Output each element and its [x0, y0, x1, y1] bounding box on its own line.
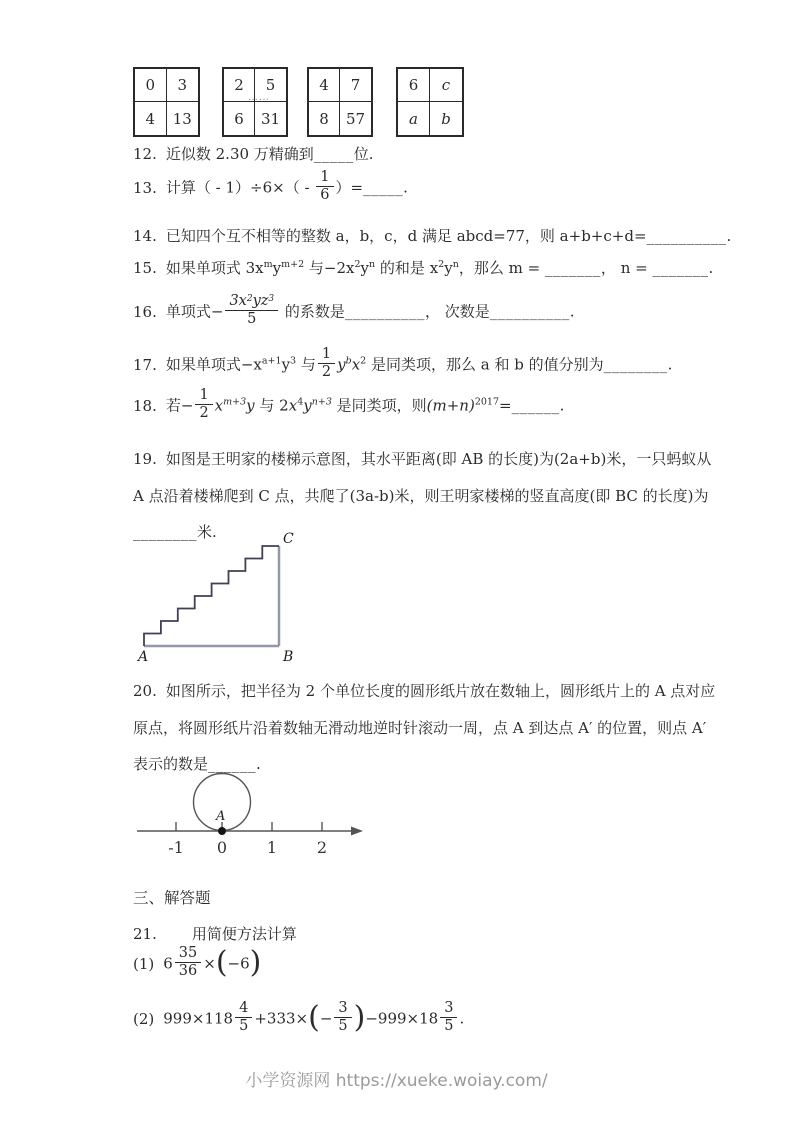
text-run: A 点沿着楼梯爬到 C 点，共爬了(3a-b)米，则王明家楼梯的竖直高度(即 BC 的长度)为: [133, 486, 709, 505]
grid-cell: 6: [398, 69, 430, 102]
text-run: x: [288, 396, 298, 415]
text-line: [133, 478, 711, 515]
text-run: y: [303, 396, 312, 415]
text-run: 与: [296, 355, 316, 374]
question-16: [133, 293, 575, 329]
question-21-part-2: [133, 999, 465, 1036]
text-run: y: [272, 259, 282, 277]
text-run: y: [444, 259, 453, 277]
grid-cell: 3: [167, 69, 199, 102]
question-21: [133, 923, 297, 944]
text-run: .: [708, 259, 714, 277]
superscript: 2: [354, 259, 361, 270]
superscript: 4: [297, 396, 304, 408]
text-run: .: [569, 302, 575, 321]
text-run: 是同类项，则: [331, 396, 427, 415]
text-run: 6: [163, 954, 173, 973]
fraction-numerator: 4: [235, 1001, 252, 1018]
fraction-numerator: 3: [440, 1001, 457, 1018]
fraction-denominator: 2: [199, 405, 209, 422]
question-number: 12.: [133, 145, 157, 163]
question-number: 19.: [133, 450, 157, 468]
blank-line: _____: [363, 178, 404, 197]
blank-line: ______: [511, 396, 560, 415]
grid-cell: 6: [224, 102, 255, 135]
superscript: b: [345, 355, 352, 367]
text-run: 的和是 x: [375, 259, 439, 277]
text-run: 的系数是: [280, 302, 345, 321]
text-run: 如果单项式 3x: [165, 259, 264, 277]
fraction: [318, 347, 335, 380]
fraction-denominator: 2: [321, 364, 332, 381]
grid-cell: b: [441, 109, 451, 128]
fraction: [195, 388, 212, 421]
text-run: y: [360, 259, 370, 277]
question-18: [133, 387, 565, 423]
question-number: 17.: [133, 355, 157, 374]
section-title: 三、解答题: [133, 889, 211, 907]
text-run: −: [319, 1009, 333, 1028]
question-13: [133, 169, 408, 205]
right-parenthesis: ): [353, 999, 366, 1035]
fraction: [225, 294, 278, 327]
text-line: [133, 710, 715, 747]
grid-cell: 4: [135, 102, 167, 135]
text-run: 3x: [229, 293, 247, 309]
site-footer: [0, 1066, 793, 1091]
tick-label: -1: [168, 838, 184, 857]
fraction: [440, 1001, 457, 1034]
text-run: yz: [252, 293, 269, 309]
point-label-A: A: [216, 809, 226, 824]
text-run: .: [256, 755, 261, 774]
grid-cell: c: [430, 69, 462, 102]
text-run: 原点，将圆形纸片沿着数轴无滑动地逆时针滚动一周，点 A 到达点 A′ 的位置，则点 A′: [133, 718, 707, 737]
text-run: 如图所示，把半径为 2 个单位长度的圆形纸片放在数轴上，圆形纸片上的 A 点对应: [165, 682, 716, 700]
staircase-figure: [136, 530, 301, 670]
left-parenthesis: (: [215, 944, 228, 980]
fraction-denominator: 36: [178, 963, 198, 980]
scan-artifact-dots: ……: [248, 92, 270, 103]
number-line-figure: [125, 760, 375, 860]
superscript: 3: [290, 355, 297, 367]
point-label-B: B: [283, 649, 294, 665]
text-run: y: [246, 396, 255, 415]
grid-cell: 57: [345, 109, 366, 128]
superscript: a+1: [261, 355, 282, 367]
text-run: y: [281, 355, 291, 374]
blank-line: _______: [544, 259, 601, 277]
blank-line: __________: [489, 302, 570, 321]
superscript: 2: [438, 259, 445, 270]
text-run: (m+n): [426, 396, 475, 415]
text-run: 与 2: [254, 396, 289, 415]
text-run: y: [337, 355, 346, 374]
text-run: 如果单项式−x: [165, 355, 262, 374]
text-run: −999×18: [365, 1009, 439, 1028]
text-line: [133, 441, 711, 478]
superscript: 3: [268, 294, 275, 304]
text-run: ×: [203, 954, 216, 973]
grid-cell: 5: [255, 69, 286, 102]
fraction: [316, 170, 333, 203]
text-run: ，那么 m =: [458, 259, 545, 277]
blank-line: __________: [646, 227, 727, 245]
staircase-steps-path: [144, 546, 279, 646]
question-21-part-1: [133, 944, 262, 981]
tick-label: 0: [216, 838, 228, 857]
blank-line: _____: [313, 145, 354, 163]
question-number: 13.: [133, 178, 157, 197]
text-run: 999×118: [163, 1009, 234, 1028]
fraction: [175, 946, 201, 979]
number-grid-4: [396, 67, 464, 137]
text-run: ）=: [335, 178, 364, 197]
tick-label: 1: [266, 838, 278, 857]
question-title: 用简便方法计算: [191, 925, 297, 943]
grid-cell: 8: [309, 102, 340, 135]
text-run: .: [559, 396, 565, 415]
text-run: 近似数 2.30 万精确到: [165, 145, 314, 163]
text-run: 表示的数是: [133, 755, 209, 774]
point-label-A: A: [138, 649, 149, 665]
text-run: −6: [227, 954, 250, 973]
part-label: (2): [133, 1009, 155, 1028]
grid-cell: 13: [172, 109, 192, 128]
question-number: 15.: [133, 259, 157, 277]
blank-line: _______: [652, 259, 709, 277]
text-run: x: [214, 396, 224, 415]
superscript: m: [263, 259, 273, 270]
grid-cell: a: [398, 102, 430, 135]
question-number: 14.: [133, 227, 157, 245]
left-parenthesis: (: [308, 999, 320, 1035]
number-grid-1: [133, 67, 200, 137]
superscript: 2: [360, 355, 367, 367]
text-run: .: [459, 1009, 465, 1028]
fraction-numerator: 35: [175, 946, 201, 963]
text-run: 单项式−: [165, 302, 224, 321]
grid-cell: 2: [224, 69, 255, 102]
fraction-denominator: 5: [239, 1018, 249, 1035]
footer-link: 小学资源网 https://xueke.woiay.com/: [245, 1071, 548, 1091]
text-run: +333×: [254, 1009, 309, 1028]
number-grid-3: [307, 67, 373, 137]
section-3-heading: [133, 886, 211, 908]
fraction-denominator: 6: [320, 187, 330, 204]
text-run: 如图是王明家的楼梯示意图，其水平距离(即 AB 的长度)为(2a+b)米，一只蚂蚁从: [165, 450, 712, 468]
text-run: 已知四个互不相等的整数 a，b，c，d 满足 abcd=77，则 a+b+c+d=: [165, 227, 647, 245]
text-run: .: [726, 227, 732, 245]
text-run: x: [351, 355, 361, 374]
text-run: 是同类项，那么 a 和 b 的值分别为: [366, 355, 604, 374]
blank-line: __________: [344, 302, 425, 321]
right-parenthesis: ): [249, 944, 262, 980]
superscript: n+3: [311, 396, 332, 408]
fraction: [235, 1001, 252, 1034]
question-14: [133, 225, 731, 246]
blank-line: ________: [603, 355, 668, 374]
grid-cell: 4: [309, 69, 340, 102]
text-run: 计算（ - 1）÷6×（ -: [165, 178, 315, 197]
blank-line: ______: [208, 755, 257, 774]
grid-cell: 0: [135, 69, 167, 102]
fraction: [334, 1001, 351, 1034]
text-run: 位.: [353, 145, 374, 163]
question-17: [133, 346, 673, 382]
question-number: 16.: [133, 302, 157, 321]
text-run: 与−2x: [304, 259, 355, 277]
text-run: .: [403, 178, 408, 197]
text-run: .: [667, 355, 673, 374]
text-run: =: [499, 396, 512, 415]
text-line: [133, 673, 715, 710]
point-label-C: C: [283, 531, 294, 547]
superscript: 2: [246, 294, 253, 304]
fraction-denominator: 5: [247, 311, 257, 328]
superscript: n: [452, 259, 459, 270]
question-number: 20.: [133, 682, 157, 700]
text-run: 米.: [197, 523, 217, 542]
fraction-numerator: 1: [318, 347, 335, 364]
superscript: m+3: [223, 396, 247, 408]
text-run: 若−: [165, 396, 194, 415]
axis-arrowhead: [351, 827, 363, 836]
fraction-numerator: 1: [316, 170, 333, 187]
superscript: 2017: [474, 396, 499, 408]
question-12: [133, 143, 374, 164]
superscript: n: [369, 259, 376, 270]
fraction-numerator: [225, 294, 278, 311]
text-run: ， n =: [600, 259, 653, 277]
grid-cell: 31: [260, 109, 281, 128]
text-run: ， 次数是: [424, 302, 490, 321]
question-number: 18.: [133, 396, 157, 415]
grid-cell: 7: [340, 69, 371, 102]
fraction-denominator: 5: [444, 1018, 454, 1035]
tick-label: 2: [316, 838, 328, 857]
point-A-dot: [218, 827, 226, 835]
question-number: 21.: [133, 925, 157, 943]
part-label: (1): [133, 954, 155, 973]
fraction-denominator: 5: [338, 1018, 348, 1035]
fraction-numerator: 3: [334, 1001, 351, 1018]
question-15: [133, 257, 713, 278]
fraction-numerator: 1: [195, 388, 212, 405]
superscript: m+2: [281, 259, 305, 270]
blank-line: ________: [133, 523, 197, 542]
